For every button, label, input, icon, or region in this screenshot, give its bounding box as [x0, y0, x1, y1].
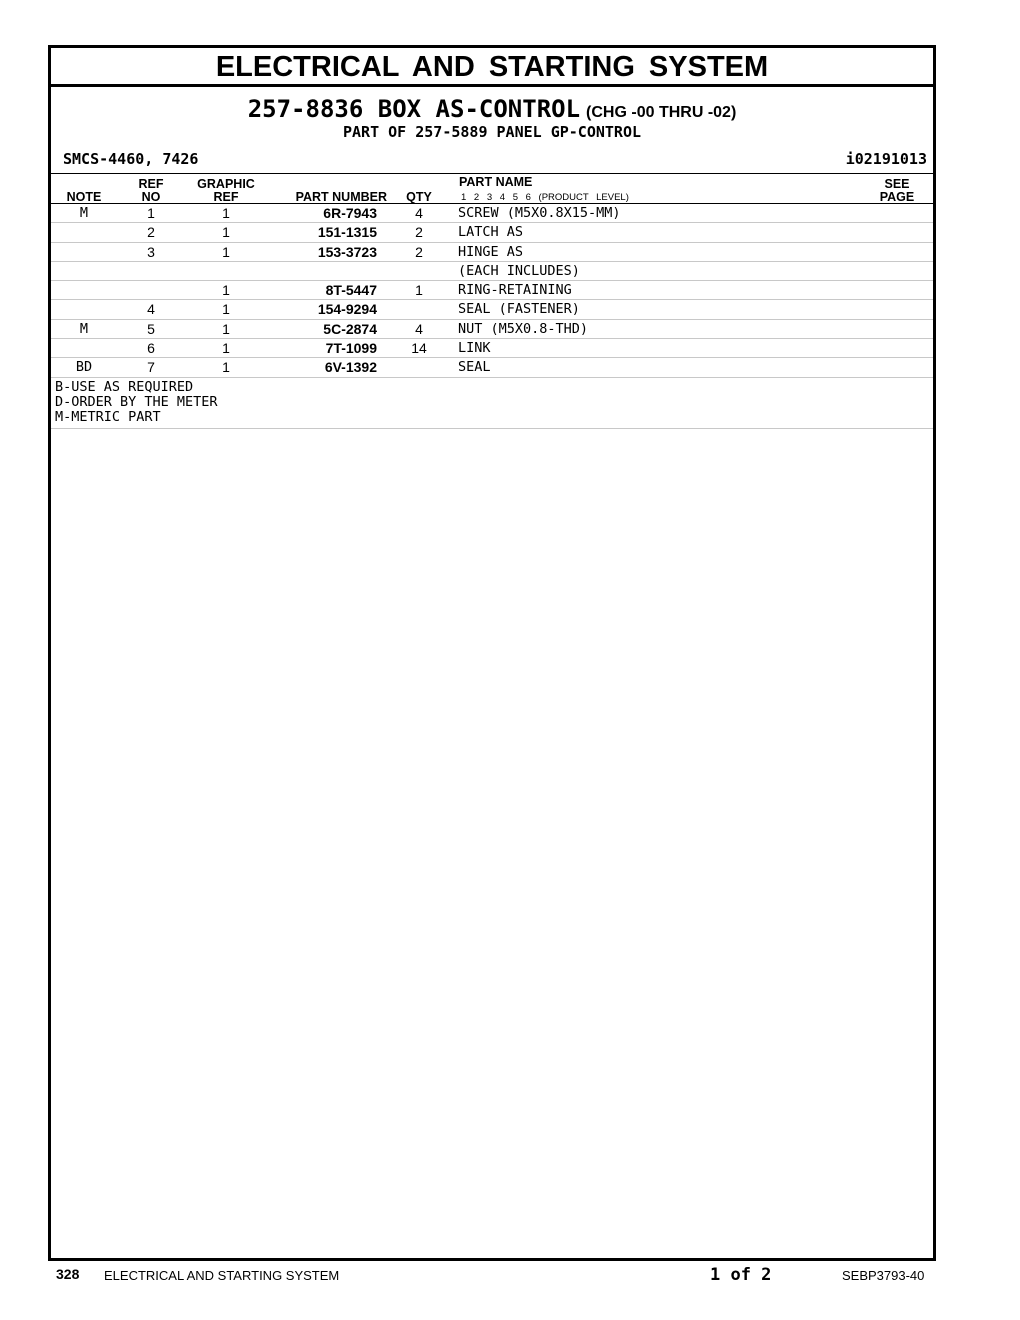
header-top-rule: [51, 173, 933, 174]
graphic-header-line1: GRAPHIC: [197, 177, 255, 191]
assembly-title: 257-8836 BOX AS-CONTROL: [247, 95, 581, 123]
part-name-cell: LINK: [458, 340, 491, 357]
part-name-cell: SEAL: [458, 359, 491, 376]
column-header-see-page: [869, 178, 925, 204]
part-name-cell: SCREW (M5X0.8X15-MM): [458, 205, 621, 221]
part-name-cell: RING-RETAINING: [458, 282, 572, 299]
ref-no-cell: 7: [147, 359, 155, 376]
illustration-id: i02191013: [845, 150, 927, 168]
part-number-cell: 151-1315: [317, 224, 377, 241]
qty-cell: 4: [415, 320, 423, 337]
graphic-ref-cell: 1: [222, 243, 230, 260]
parts-table: [51, 204, 933, 429]
document-number: SEBP3793-40: [842, 1268, 925, 1283]
see-header-line2: PAGE: [879, 190, 915, 204]
ref-header-line2: NO: [141, 190, 161, 204]
footer-section-title: ELECTRICAL AND STARTING SYSTEM: [104, 1268, 340, 1283]
note-cell: BD: [75, 359, 93, 376]
graphic-header-line2: REF: [213, 190, 239, 204]
graphic-ref-cell: 1: [222, 224, 230, 241]
ref-no-cell: 6: [147, 340, 155, 357]
page-of-indicator: 1 of 2: [710, 1265, 772, 1285]
graphic-ref-cell: 1: [222, 301, 230, 318]
graphic-ref-cell: 1: [222, 340, 230, 357]
ref-no-cell: 5: [147, 320, 155, 337]
note-legend-item: D-ORDER BY THE METER: [55, 393, 218, 410]
table-row: [51, 300, 933, 319]
column-header-part-name: PART NAME: [459, 175, 533, 189]
part-number-cell: 8T-5447: [325, 282, 377, 299]
qty-cell: 14: [411, 340, 427, 357]
table-row: [51, 243, 933, 262]
qty-cell: 2: [415, 224, 423, 241]
change-range: (CHG -00 THRU -02): [586, 104, 737, 121]
part-number-cell: 7T-1099: [325, 340, 377, 357]
part-number-cell: 5C-2874: [323, 320, 377, 337]
table-row: [51, 320, 933, 339]
assembly-heading: [51, 95, 933, 123]
notes-legend: [51, 378, 933, 429]
ref-no-cell: 4: [147, 301, 155, 318]
part-number-cell: 6R-7943: [323, 205, 377, 221]
graphic-ref-cell: 1: [222, 205, 230, 221]
qty-cell: 2: [415, 243, 423, 260]
qty-cell: 4: [415, 205, 423, 221]
part-name-cell: NUT (M5X0.8-THD): [458, 320, 589, 337]
graphic-ref-cell: 1: [222, 282, 230, 299]
page-footer: [0, 1266, 1020, 1286]
ref-header-line1: REF: [138, 177, 164, 191]
note-legend-item: M-METRIC PART: [55, 408, 161, 425]
part-name-cell: SEAL (FASTENER): [458, 301, 580, 318]
column-header-qty: QTY: [406, 190, 432, 204]
page-frame: [48, 45, 936, 1261]
section-title: ELECTRICAL AND STARTING SYSTEM: [51, 50, 933, 87]
ref-no-cell: 2: [147, 224, 155, 241]
table-row: [51, 339, 933, 358]
ref-no-cell: 1: [147, 205, 155, 221]
column-header-part-number: PART NUMBER: [295, 190, 387, 204]
product-level-labels: 1 2 3 4 5 6 (PRODUCT LEVEL): [461, 192, 629, 203]
ref-no-cell: 3: [147, 243, 155, 260]
part-number-cell: 154-9294: [317, 301, 377, 318]
column-header-graphic-ref: [186, 178, 266, 204]
table-row: [51, 204, 933, 223]
part-name-cell: (EACH INCLUDES): [458, 262, 580, 279]
note-legend-item: B-USE AS REQUIRED: [55, 378, 194, 395]
page-number: 328: [56, 1266, 80, 1282]
smcs-codes: SMCS-4460, 7426: [63, 150, 199, 168]
note-cell: M: [79, 320, 89, 337]
part-name-cell: LATCH AS: [458, 224, 524, 241]
note-cell: M: [79, 205, 89, 221]
part-of-line: PART OF 257-5889 PANEL GP-CONTROL: [342, 123, 641, 141]
column-header-note: NOTE: [66, 190, 102, 204]
part-number-cell: 153-3723: [317, 243, 377, 260]
graphic-ref-cell: 1: [222, 320, 230, 337]
table-row: [51, 223, 933, 242]
table-row: [51, 262, 933, 281]
table-row: [51, 358, 933, 377]
see-header-line1: SEE: [884, 177, 910, 191]
table-row: [51, 281, 933, 300]
graphic-ref-cell: 1: [222, 359, 230, 376]
qty-cell: 1: [415, 282, 423, 299]
part-number-cell: 6V-1392: [324, 359, 377, 376]
part-name-cell: HINGE AS: [458, 243, 524, 260]
column-header-ref-no: [131, 178, 171, 204]
